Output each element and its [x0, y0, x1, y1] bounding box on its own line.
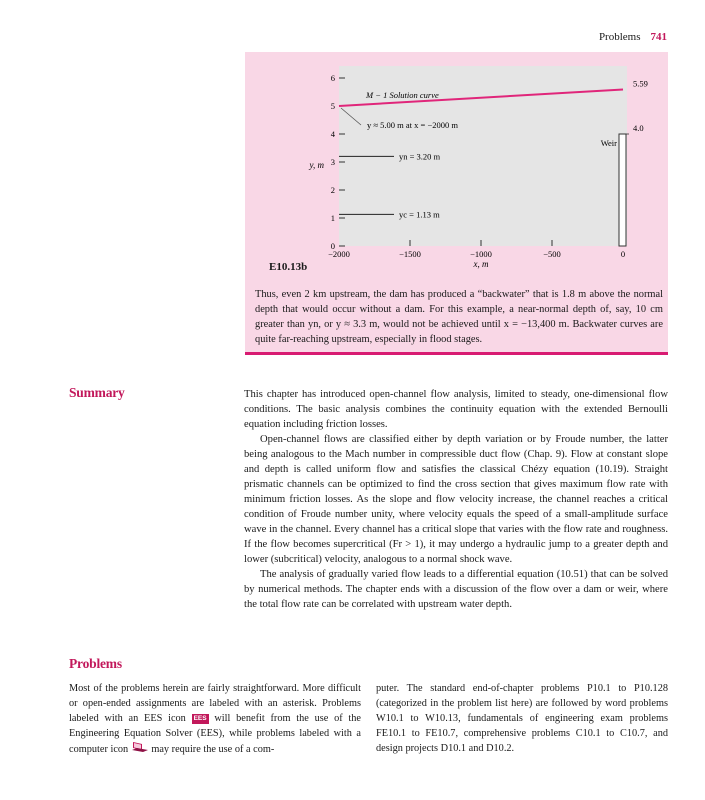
figure-caption: Thus, even 2 km upstream, the dam has produced a “backwater” that is 1.8 m above the normal depth that would occur without a dam. For this example, a near-normal depth of, say, 10 cm greater than yn, or y ≈ 3.3 m, would not be achieved until x = −13,400 m. Backwater curves are quite far-reaching upstream, especially in flood stages. [255, 289, 663, 345]
x-tick-label: −500 [543, 249, 561, 259]
y-tick-label: 3 [330, 157, 335, 167]
page-number: 741 [650, 31, 667, 43]
y-tick-label: 2 [330, 185, 335, 195]
end-value-label: 5.59 [633, 78, 648, 89]
y-axis-label: y, m [309, 159, 324, 170]
curve-label: M − 1 Solution curve [366, 90, 439, 100]
y-tick-label: 0 [330, 241, 335, 251]
figure-label: E10.13b [269, 261, 308, 273]
summary-section [244, 387, 668, 612]
y-tick-label: 6 [330, 73, 335, 83]
y-tick-label: 4 [330, 129, 335, 139]
problems-text-part2: will benefit from the use of the Engineering Equation Solver (EES), while problems labeled with a computer icon [69, 713, 362, 755]
start-point-label: y ≈ 5.00 m at x = −2000 m [367, 120, 458, 130]
computer-icon [131, 741, 149, 754]
x-tick-label: 0 [620, 249, 626, 259]
problems-heading: Problems [69, 656, 122, 671]
x-tick-label: −1500 [399, 249, 421, 259]
ees-icon: EES [193, 715, 207, 722]
weir-height-label: 4.0 [633, 123, 644, 133]
x-axis-label: x, m [473, 259, 489, 269]
x-tick-label: −2000 [328, 249, 350, 259]
problems-intro-left [69, 681, 361, 757]
y-tick-label: 1 [330, 213, 335, 223]
backwater-chart [0, 0, 705, 300]
figure-bottom-rule [245, 352, 668, 355]
reference-line-label: yc = 1.13 m [399, 209, 440, 220]
weir-label: Weir [600, 138, 617, 148]
reference-line-label: yn = 3.20 m [399, 151, 441, 162]
summary-heading: Summary [69, 385, 125, 400]
problems-text-part3: may require the use of a com- [151, 744, 275, 755]
problems-intro-right: puter. The standard end-of-chapter problems P10.1 to P10.128 (categorized in the problem list here) are followed by word problems W10.1 to W10.13, fundamentals of engineering exam problems FE10.1 to FE10.7, comprehensive problems C10.1 to C10.7, and design projects D10.1 and D10.2. [376, 683, 668, 754]
problems-text-part1: Most of the problems herein are fairly straightforward. More difficult or open-ended assignments are labeled with an asterisk. Problems labeled with an EES icon [69, 683, 361, 724]
summary-paragraph: The analysis of gradually varied flow leads to a differential equation (10.51) that can be solved by numerical methods. The chapter ends with a discussion of the flow over a dam or weir, where the total flow rate can be correlated with upstream water depth. [244, 569, 668, 610]
x-tick-label: −1000 [470, 249, 492, 259]
running-head: Problems [598, 31, 641, 43]
weir-wall [619, 134, 626, 246]
summary-paragraph: This chapter has introduced open-channel flow analysis, limited to steady, one-dimensional flow conditions. The basic analysis combines the continuity equation with the extended Bernoulli equation including friction losses. [244, 389, 668, 430]
summary-paragraph: Open-channel flows are classified either by depth variation or by Froude number, the latter being analogous to the Mach number in compressible duct flow (Chap. 9). Flow at constant slope and depth is called uniform flow and satisfies the classical Chézy equation (10.19). Straight prismatic channels can be optimized to find the cross section that gives maximum flow rate with minimum friction losses. As the slope and flow velocity increase, the channel reaches a critical condition of Froude number unity, where velocity equals the speed of a small-amplitude surface wave in the channel. Every channel has a critical slope that varies with the flow rate and roughness. If the flow becomes supercritical (Fr > 1), it may undergo a hydraulic jump to a greater depth and lower (subcritical) velocity, analogous to a normal shock wave. [244, 434, 668, 565]
y-tick-label: 5 [330, 101, 335, 111]
